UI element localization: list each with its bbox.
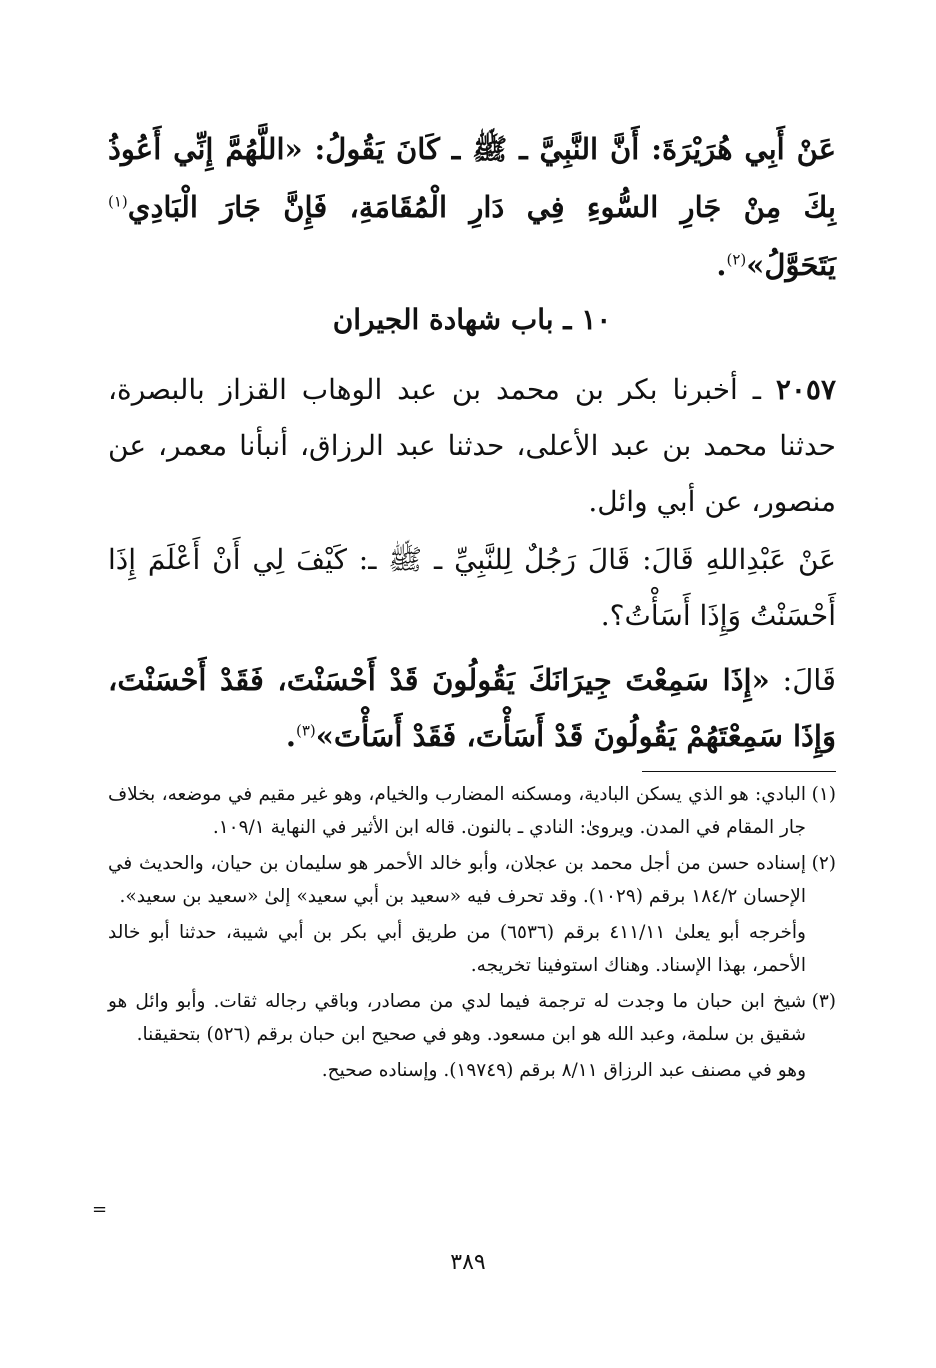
footnote-2: [108, 847, 836, 913]
answer-text: «إِذَا سَمِعْتَ جِيرَانَكَ يَقُولُونَ قَدْ أَحْسَنْتَ، فَقَدْ أَحْسَنْتَ، وَإِذَا سَمِعْتَهُمْ يَقُولُونَ قَدْ أَسَأْتَ، فَقَدْ أَسَأْتَ»: [108, 663, 836, 753]
footnote-3: [108, 985, 836, 1051]
footnote-number: (١): [811, 784, 836, 805]
footnote-text: شيخ ابن حبان ما وجدت له ترجمة فيما لدي من مصادر، وباقي رجاله ثقات. وأبو وائل هو شقيق بن سلمة، وعبد الله هو ابن مسعود. وهو في صحيح ابن حبان برقم (٥٢٦) بتحقيقنا.: [108, 991, 806, 1045]
footnotes-section: [108, 778, 836, 1090]
isnad-text: ـ أخبرنا بكر بن محمد بن عبد الوهاب القزاز بالبصرة، حدثنا محمد بن عبد الأعلى، حدثنا عبد الرزاق، أنبأنا معمر، عن منصور، عن أبي وائل.: [108, 373, 836, 518]
footnote-text: البادي: هو الذي يسكن البادية، ومسكنه المضارب والخيام، وهو غير مقيم في موضعه، بخلاف جار المقام في المدن. ويروىٰ: النادي ـ بالنون. قاله ابن الأثير في النهاية ١٠٩/١.: [108, 784, 806, 838]
answer-lead: قَالَ:: [769, 663, 836, 697]
footnote-text: إسناده حسن من أجل محمد بن عجلان، وأبو خالد الأحمر هو سليمان بن حيان، والحديث في الإحسان ١٨٤/٢ برقم (١٠٢٩). وقد تحرف فيه «سعيد بن أبي سعيد» إلىٰ «سعيد بن سعيد».: [108, 853, 806, 907]
footnote-separator: [642, 771, 836, 772]
hadith-number: ٢٠٥٧: [775, 373, 836, 406]
continuation-mark: =: [92, 1199, 108, 1220]
footnote-2-continuation: وأخرجه أبو يعلىٰ ٤١١/١١ برقم (٦٥٣٦) من طريق أبي بكر بن أبي شيبة، حدثنا أبو خالد الأحمر، بهذا الإسناد. وهناك استوفينا تخريجه.: [108, 922, 806, 976]
previous-hadith-body: عَنْ أَبِي هُرَيْرَةَ: أَنَّ النَّبِيَّ ـ ﷺ ـ كَانَ يَقُولُ: «اللَّهُمَّ إِنِّي أَعُوذُ بِكَ مِنْ جَارِ السُّوءِ فِي دَارِ الْمُقَامَةِ، فَإِنَّ جَارَ الْبَادِي: [108, 132, 836, 224]
footnote-3-continuation: وهو في مصنف عبد الرزاق ٨/١١ برقم (١٩٧٤٩). وإسناده صحيح.: [321, 1060, 806, 1081]
footnote-ref-3: (٣): [295, 721, 316, 740]
footnote-ref-2: (٢): [726, 250, 747, 269]
previous-hadith-period: .: [716, 248, 727, 282]
hadith-answer: [108, 652, 836, 764]
hadith-isnad: [108, 362, 836, 530]
page-number: ٣٨٩: [450, 1250, 486, 1275]
answer-period: .: [285, 719, 296, 753]
hadith-question: عَنْ عَبْدِاللهِ قَالَ: قَالَ رَجُلٌ لِلنَّبِيِّ ـ ﷺ ـ: كَيْفَ لِي أَنْ أَعْلَمَ إِذَا أَحْسَنْتُ وَإِذَا أَسَأْتُ؟.: [108, 543, 836, 632]
footnote-1: [108, 778, 836, 844]
footnote-number: (٣): [811, 991, 836, 1012]
previous-hadith-ending: يَتَحَوَّلُ»: [746, 248, 836, 282]
chapter-title: ١٠ ـ باب شهادة الجيران: [332, 303, 612, 336]
previous-hadith-text: [108, 120, 836, 294]
footnote-ref-1: (١): [108, 192, 128, 211]
footnote-number: (٢): [811, 853, 836, 874]
